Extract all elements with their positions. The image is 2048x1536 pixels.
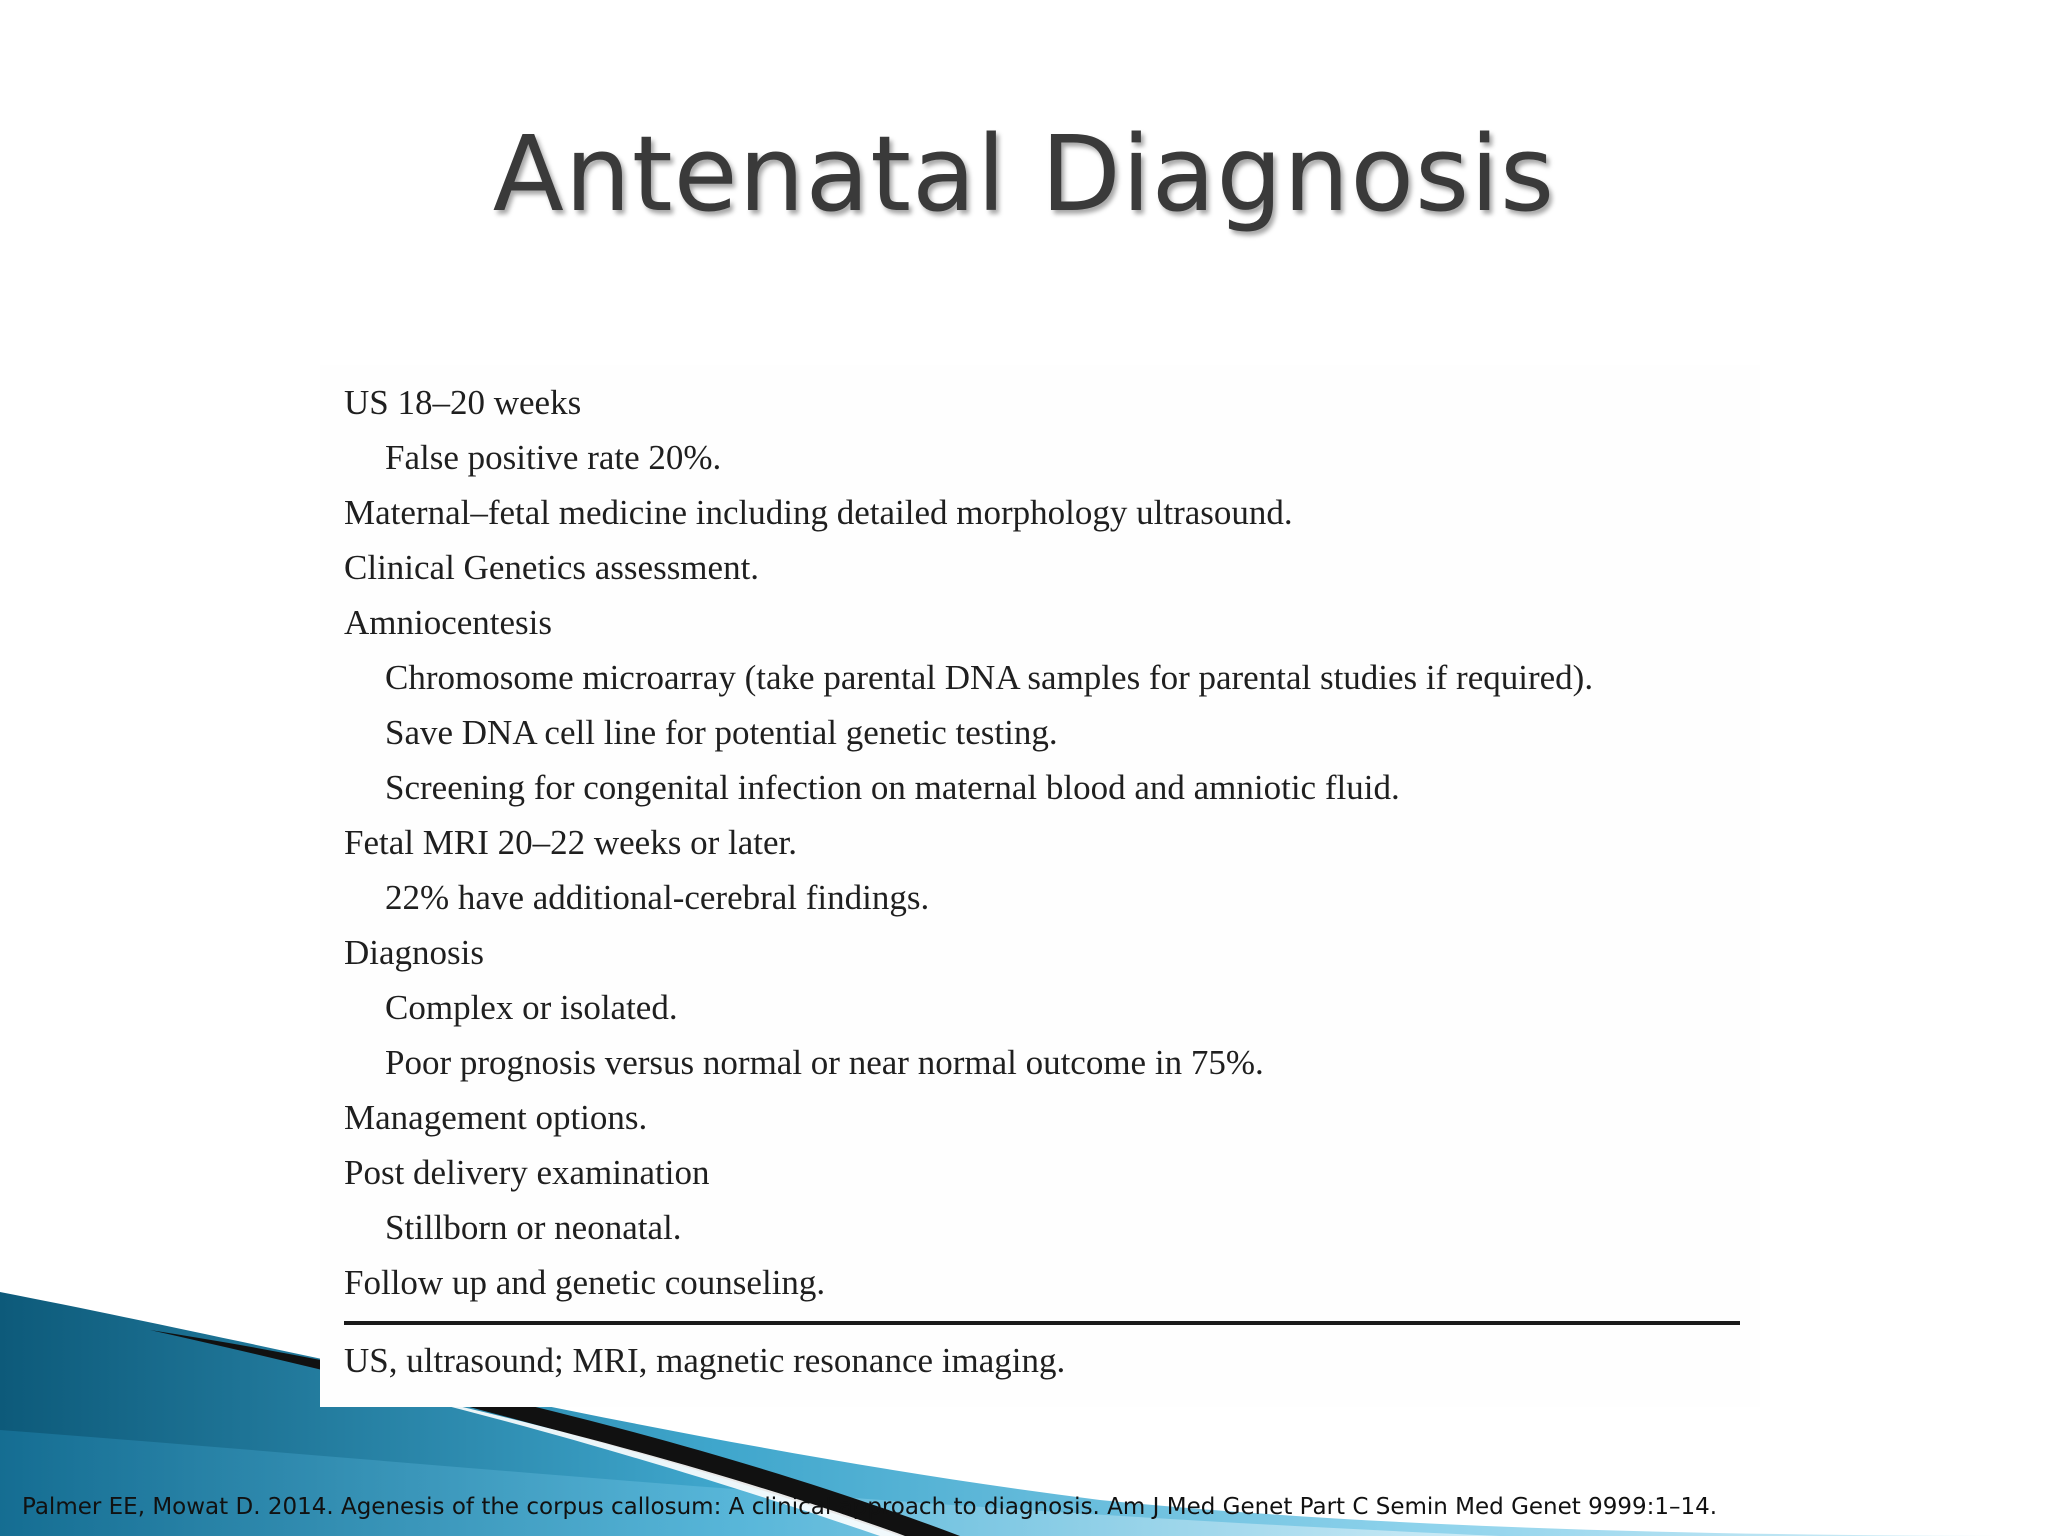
list-item: US 18–20 weeks (344, 383, 582, 422)
table-divider (344, 1321, 1740, 1325)
citation: Palmer EE, Mowat D. 2014. Agenesis of the corpus callosum: A clinical approach to diagnosis. Am J Med Genet Part C Semin Med Genet 9999:1–14. (22, 1494, 1718, 1520)
list-subitem: Screening for congenital infection on maternal blood and amniotic fluid. (385, 768, 1400, 807)
table-footnote: US, ultrasound; MRI, magnetic resonance imaging. (344, 1341, 1066, 1380)
list-subitem: 22% have additional-cerebral findings. (385, 878, 930, 917)
list-subitem: Chromosome microarray (take parental DNA samples for parental studies if required). (385, 658, 1594, 697)
list-item: Diagnosis (344, 933, 484, 972)
list-item: Post delivery examination (344, 1153, 710, 1192)
list-subitem: Poor prognosis versus normal or near normal outcome in 75%. (385, 1043, 1264, 1082)
list-subitem: Stillborn or neonatal. (385, 1208, 682, 1247)
slide-title: Antenatal Diagnosis (492, 113, 1556, 235)
list-item: Fetal MRI 20–22 weeks or later. (344, 823, 797, 862)
content-table (320, 365, 1760, 1407)
list-item: Follow up and genetic counseling. (344, 1263, 826, 1302)
list-subitem: False positive rate 20%. (385, 438, 722, 477)
content-list (344, 375, 1593, 1310)
list-item: Management options. (344, 1098, 648, 1137)
list-item: Clinical Genetics assessment. (344, 548, 760, 587)
list-subitem: Complex or isolated. (385, 988, 678, 1027)
list-item: Maternal–fetal medicine including detailed morphology ultrasound. (344, 493, 1293, 532)
list-item: Amniocentesis (344, 603, 553, 642)
list-subitem: Save DNA cell line for potential genetic testing. (385, 713, 1058, 752)
